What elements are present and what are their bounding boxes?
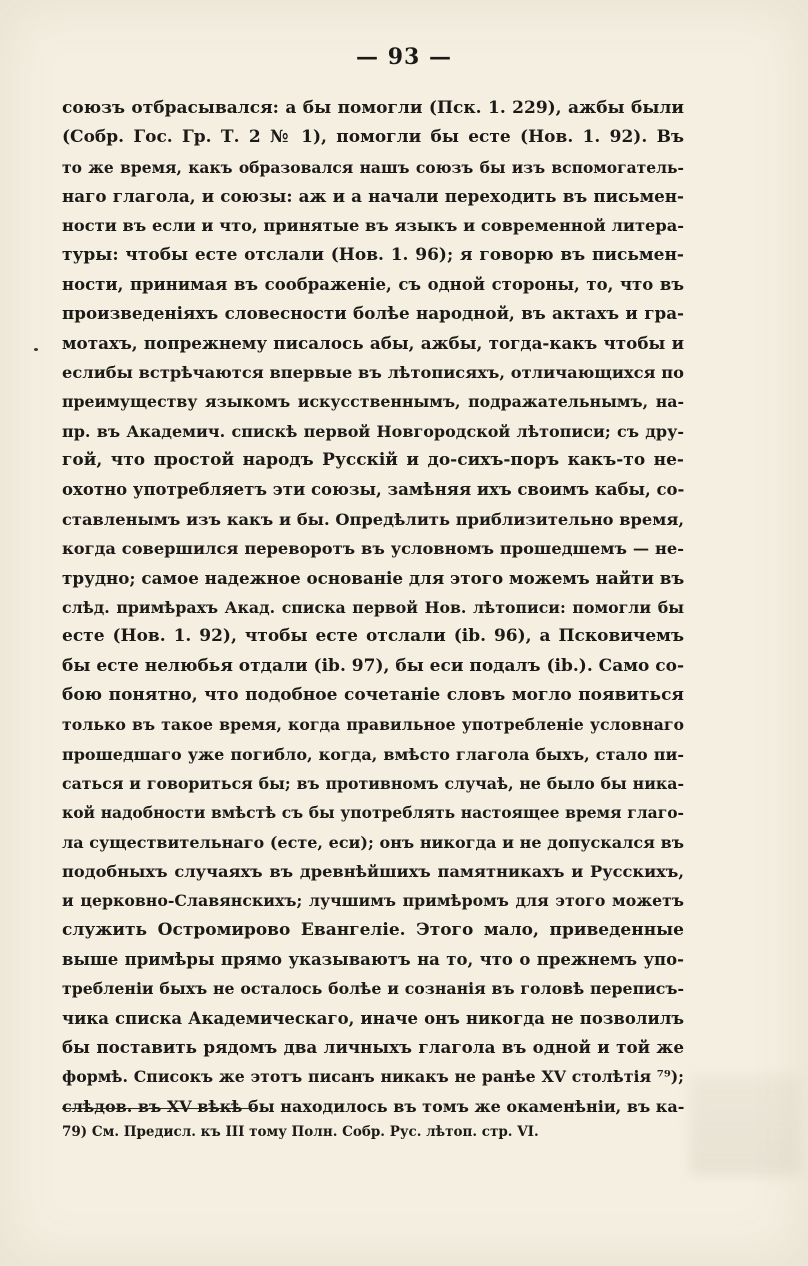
text-line: когда совершился переворотъ въ условномъ прошедшемъ — не- [62,539,684,559]
main-text-block [62,94,684,1121]
footnote-divider [62,1108,258,1109]
text-line: еслибы встрѣчаются впервые въ лѣтописяхъ, отличающихся по [62,363,684,383]
text-line: охотно употребляетъ эти союзы, замѣняя ихъ своимъ кабы, со- [62,480,685,500]
margin-speck [34,348,38,351]
text-line: мотахъ, попрежнему писалось абы, ажбы, тогда-какъ чтобы и [62,332,684,353]
text-line: бою понятно, что подобное сочетанiе словъ могло появиться [62,684,684,705]
page-number: — 93 — [356,44,452,70]
text-line: чика списка Академическаго, иначе онъ никогда не позволилъ [62,1008,684,1028]
text-line: формѣ. Списокъ же этотъ писанъ никакъ не ранѣе XV столѣтiя ⁷⁹); [62,1067,684,1087]
text-line: бы поставить рядомъ два личныхъ глагола въ одной и той же [62,1037,684,1057]
text-line: саться и говориться бы; въ противномъ случаѣ, не было бы ника- [62,773,684,793]
text-line: только въ такое время, когда правильное употребленiе условнаго [62,715,684,735]
text-line: подобныхъ случаяхъ въ древнѣйшихъ памятникахъ и Русскихъ, [62,861,684,881]
text-line: и церковно-Славянскихъ; лучшимъ примѣромъ для этого можетъ [62,891,684,911]
text-line: ставленымъ изъ какъ и бы. Опредѣлить приблизительно время, [62,509,684,529]
text-line: гой, что простой народъ Русскiй и до-сихъ-поръ какъ-то не- [62,450,684,471]
text-line: произведенiяхъ словесности болѣе народной, въ актахъ и гра- [62,303,684,324]
text-line: слѣд. примѣрахъ Акад. списка первой Нов. лѣтописи: помогли бы [62,597,684,617]
text-line: требленiи быхъ не осталось болѣе и сознанiя въ головѣ переписъ- [62,979,684,999]
text-line: (Собр. Гос. Гр. Т. 2 № 1), помогли бы есте (Нов. 1. 92). Въ [62,127,684,148]
text-line: преимуществу языкомъ искусственнымъ, подражательнымъ, на- [62,392,684,412]
text-line: слѣдов. въ XV вѣкѣ бы находилось въ томъ же окаменѣнiи, въ ка- [62,1096,685,1116]
text-line: ности, принимая въ соображенiе, съ одной стороны, то, что въ [62,275,684,295]
text-line: прошедшаго уже погибло, когда, вмѣсто глагола быхъ, стало пи- [62,744,684,764]
text-line: выше примѣры прямо указываютъ на то, что о прежнемъ упо- [62,949,684,969]
text-line: то же время, какъ образовался нашъ союзъ бы изъ вспомогатель- [62,157,684,177]
text-line: ла существительнаго (есте, еси); онъ никогда и не допускался въ [62,832,684,852]
text-line: бы есте нелюбья отдали (ib. 97), бы еси подалъ (ib.). Само со- [62,655,684,676]
footnote: 79) См. Предисл. къ III тому Полн. Собр. Рус. лѣтоп. стр. VI. [62,1124,539,1140]
bleed-through-shadow [690,1075,800,1175]
text-line: есте (Нов. 1. 92), чтобы есте отслали (ib. 96), а Псковичемъ [62,626,684,647]
text-line: кой надобности вмѣстѣ съ бы употреблять настоящее время глаго- [62,803,684,823]
text-line: ности въ если и что, принятые въ языкъ и современной литера- [62,216,684,236]
text-line: трудно; самое надежное основанiе для этого можемъ найти въ [62,567,685,588]
text-line: пр. въ Академич. спискѣ первой Новгородской лѣтописи; съ дру- [62,421,684,441]
text-line: туры: чтобы есте отслали (Нов. 1. 96); я говорю въ письмен- [62,244,684,265]
text-line: наго глагола, и союзы: аж и а начали переходить въ письмен- [62,186,684,207]
text-line: союзъ отбрасывался: а бы помогли (Пск. 1. 229), ажбы были [62,98,684,118]
text-line: служить Остромирово Евангелiе. Этого мало, приведенные [62,919,684,940]
